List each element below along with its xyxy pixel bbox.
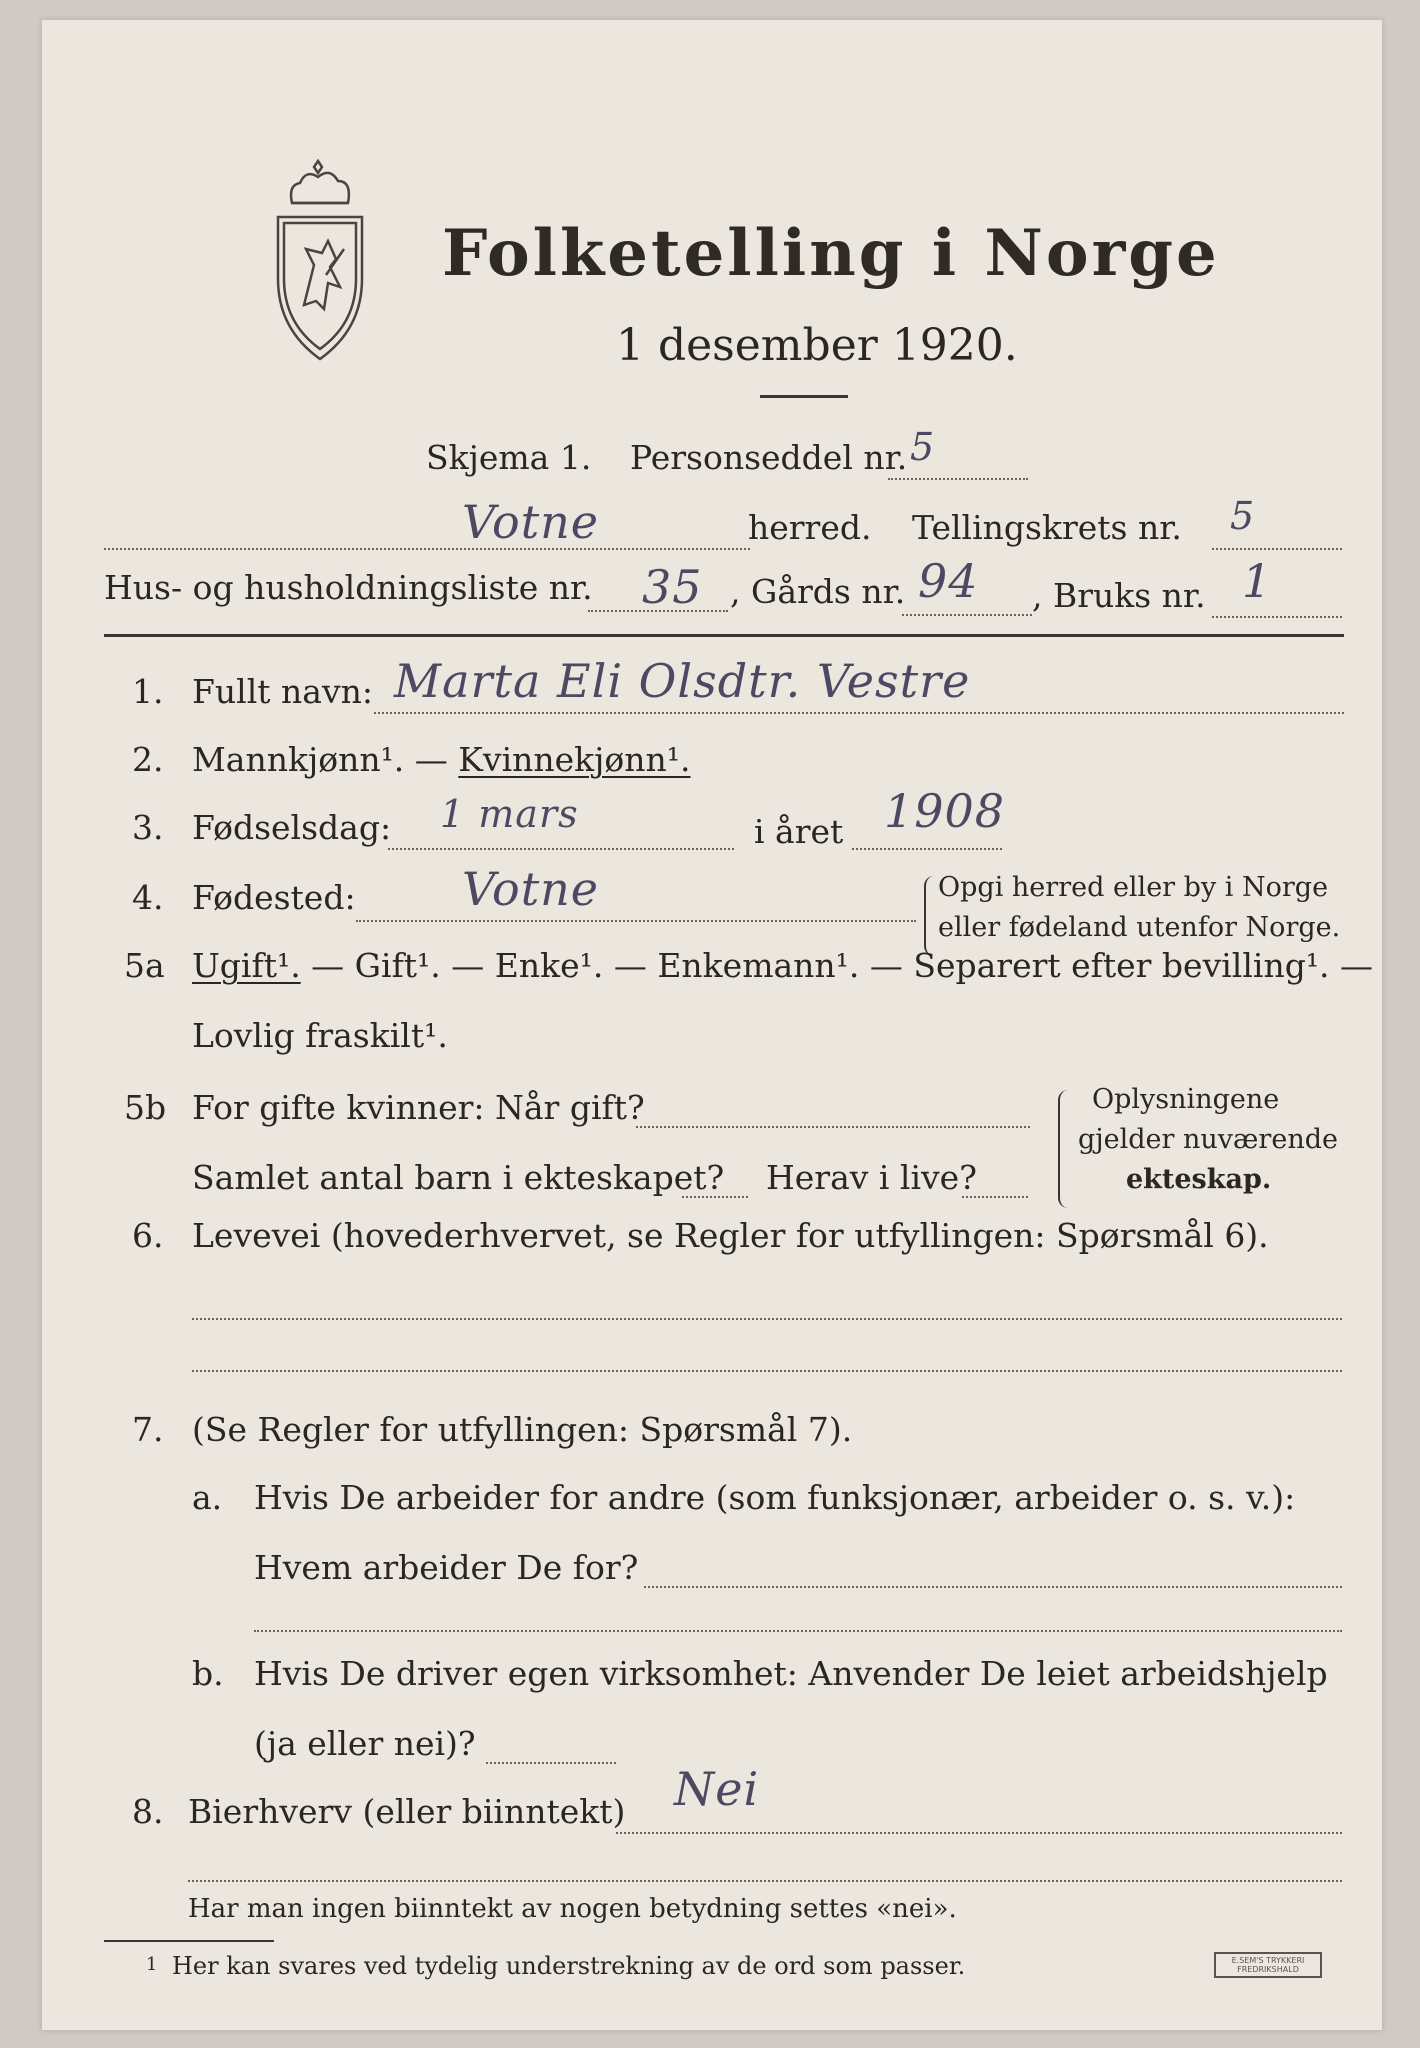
q7a-line2: Hvem arbeider De for?: [254, 1548, 639, 1587]
norwegian-coat-of-arms-icon: [270, 155, 370, 375]
printer-stamp: [1214, 1952, 1322, 1978]
q1-line: [374, 712, 1344, 714]
hus-value: 35: [642, 560, 703, 614]
q7b-line1: Hvis De driver egen virksomhet: Anvender De leiet arbeidshjelp: [254, 1654, 1328, 1693]
q8-value: Nei: [674, 1762, 760, 1816]
q3-number: 3.: [132, 808, 164, 847]
q5b-note-line2: gjelder nuværende: [1078, 1124, 1338, 1155]
q3-label: Fødselsdag:: [192, 808, 392, 847]
q7b-line2: (ja eller nei)?: [254, 1724, 476, 1763]
q5a-other-options: — Gift¹. — Enke¹. — Enkemann¹. — Separert efter bevilling¹. —: [300, 946, 1374, 985]
herred-label: herred.: [748, 508, 872, 547]
q5b-note-line3: ekteskap.: [1126, 1164, 1272, 1195]
gards-label: , Gårds nr.: [730, 572, 906, 611]
q4-number: 4.: [132, 878, 164, 917]
q6-line2: [192, 1370, 1342, 1372]
q4-brace: [924, 876, 934, 956]
q6-line1: [192, 1318, 1342, 1320]
q8-line2: [188, 1880, 1342, 1882]
q8-label: Bierhverv (eller biinntekt): [188, 1792, 626, 1831]
q2-number: 2.: [132, 740, 164, 779]
personseddel-value: 5: [910, 425, 936, 469]
q4-note-line1: Opgi herred eller by i Norge: [938, 872, 1329, 903]
title-divider: [760, 395, 848, 398]
q3-year-value: 1908: [884, 784, 1006, 838]
q3-year-label: i året: [754, 812, 844, 851]
footnote-mark: 1: [146, 1954, 158, 1975]
tellingskrets-line: [1212, 548, 1342, 550]
printer-stamp-line2: FREDRIKSHALD: [1237, 1965, 1299, 1974]
q7-text: (Se Regler for utfyllingen: Spørsmål 7).: [192, 1410, 853, 1449]
q8-note: Har man ingen biinntekt av nogen betydning settes «nei».: [188, 1894, 957, 1924]
q3-year-line: [852, 848, 1002, 850]
census-form-sheet: [42, 20, 1382, 2030]
q6-number: 6.: [132, 1216, 164, 1255]
q4-note-line2: eller fødeland utenfor Norge.: [938, 912, 1341, 943]
q2-sex-options: [192, 740, 691, 779]
q2-female-option-underlined: Kvinnekjønn¹.: [458, 740, 691, 779]
q5a-number: 5a: [124, 946, 165, 985]
q3-birthday-line: [388, 848, 734, 850]
footnote-text: Her kan svares ved tydelig understrekning av de ord som passer.: [172, 1952, 966, 1980]
q7a-employer-line2: [254, 1630, 1342, 1632]
herred-line: [104, 548, 750, 550]
q5b-children-label: Samlet antal barn i ekteskapet?: [192, 1158, 725, 1197]
hus-label: Hus- og husholdningsliste nr.: [104, 568, 593, 607]
q1-label: Fullt navn:: [192, 672, 373, 711]
q3-birthday-value: 1 mars: [440, 792, 579, 836]
tellingskrets-label: Tellingskrets nr.: [912, 508, 1182, 547]
bruks-label: , Bruks nr.: [1032, 576, 1206, 615]
q8-number: 8.: [132, 1792, 164, 1831]
q7a-line1: Hvis De arbeider for andre (som funksjonær, arbeider o. s. v.):: [254, 1478, 1296, 1517]
personseddel-line: [888, 478, 1028, 480]
q5a-ugift-underlined: Ugift¹.: [192, 946, 301, 985]
q1-number: 1.: [132, 672, 164, 711]
bruks-value: 1: [1242, 554, 1273, 608]
tellingskrets-value: 5: [1230, 494, 1256, 538]
header-rule: [104, 634, 1344, 637]
printer-stamp-line1: E.SEM'S TRYKKERI: [1231, 1956, 1305, 1965]
q5b-married-line: [636, 1126, 1030, 1128]
q5b-brace: [1058, 1090, 1070, 1208]
q2-male-option: Mannkjønn¹. —: [192, 740, 459, 779]
herred-value: Votne: [462, 495, 600, 549]
q7a-employer-line: [644, 1586, 1342, 1588]
q7b-label: b.: [192, 1654, 224, 1693]
census-date: 1 desember 1920.: [616, 320, 1018, 371]
q5b-alive-label: Herav i live?: [766, 1158, 977, 1197]
footnote-rule: [104, 1940, 274, 1942]
q5b-alive-line: [962, 1196, 1028, 1198]
q5a-line2: Lovlig fraskilt¹.: [192, 1016, 448, 1055]
q5a-status-options: [192, 946, 1373, 985]
q4-birthplace-value: Votne: [462, 862, 600, 916]
q7-number: 7.: [132, 1410, 164, 1449]
q5b-number: 5b: [124, 1088, 167, 1127]
q5b-line1: For gifte kvinner: Når gift?: [192, 1088, 645, 1127]
gards-line: [902, 614, 1032, 616]
bruks-line: [1212, 616, 1342, 618]
form-title: Folketelling i Norge: [442, 216, 1220, 291]
q4-birthplace-line: [356, 920, 916, 922]
personseddel-label: Personseddel nr.: [630, 438, 908, 477]
q4-label: Fødested:: [192, 878, 356, 917]
q7b-answer-line: [486, 1762, 616, 1764]
gards-value: 94: [918, 554, 979, 608]
skjema-label: Skjema 1.: [426, 438, 592, 477]
q8-line: [616, 1832, 1342, 1834]
q6-text: Levevei (hovederhvervet, se Regler for utfyllingen: Spørsmål 6).: [192, 1216, 1269, 1255]
q7a-label: a.: [192, 1478, 223, 1517]
q5b-note-line1: Oplysningene: [1092, 1084, 1280, 1115]
q5b-children-line: [682, 1196, 748, 1198]
q1-full-name-value: Marta Eli Olsdtr. Vestre: [394, 654, 971, 708]
